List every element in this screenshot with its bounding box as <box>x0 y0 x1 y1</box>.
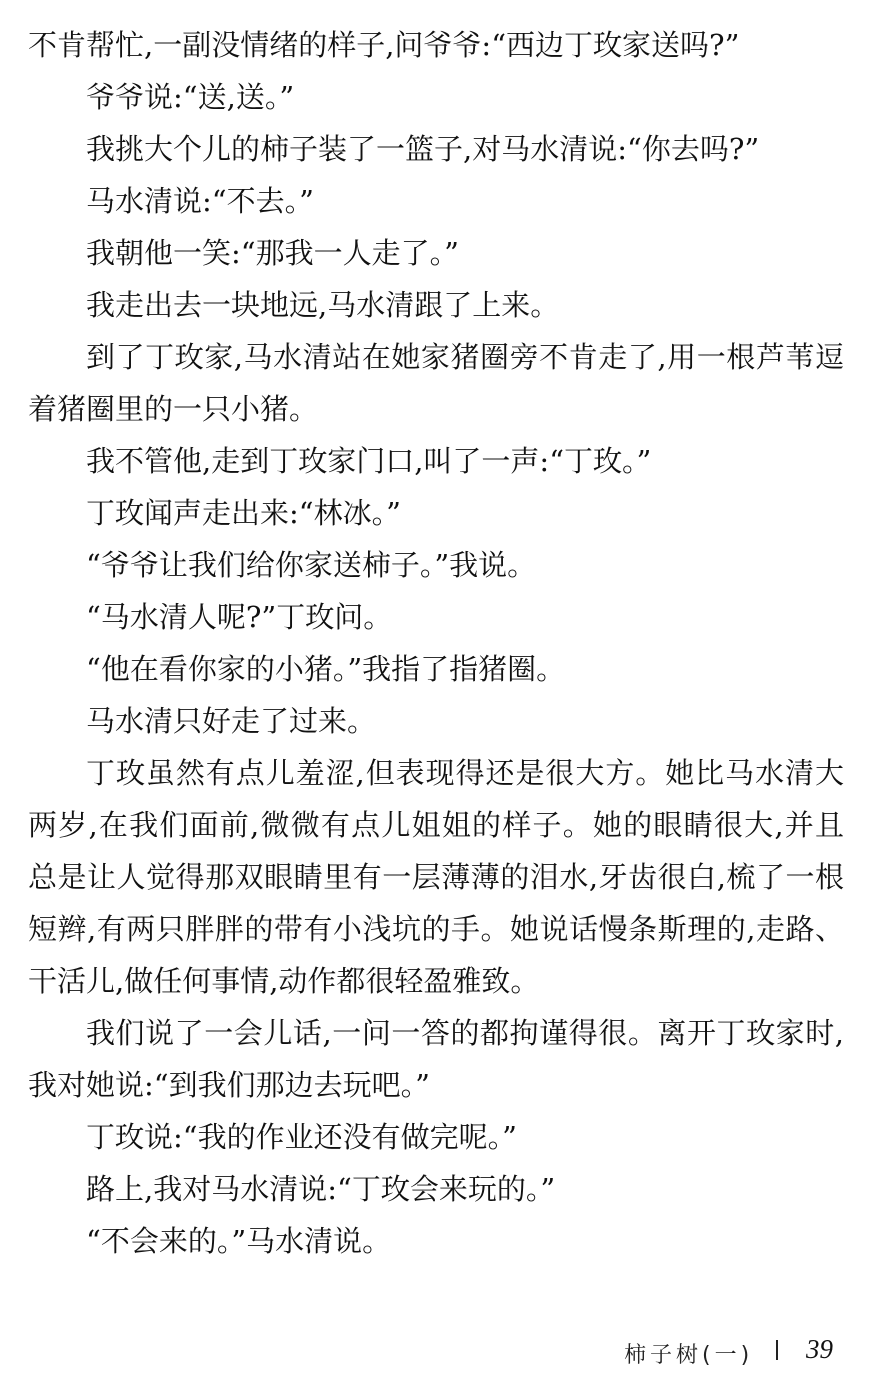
paragraph <box>28 487 844 539</box>
text-line: 总是让人觉得那双眼睛里有一层薄薄的泪水,牙齿很白,梳了一根 <box>28 860 844 894</box>
text-line: 不肯帮忙,一副没情绪的样子,问爷爷:“西边丁玫家送吗?” <box>28 28 740 62</box>
text-line: 丁玫虽然有点儿羞涩,但表现得还是很大方。她比马水清大 <box>86 756 844 790</box>
text-line: “马水清人呢?”丁玫问。 <box>86 600 393 634</box>
paragraph <box>28 435 844 487</box>
paragraph <box>28 19 844 71</box>
paragraph <box>28 123 844 175</box>
paragraph <box>28 747 844 1007</box>
body-text <box>28 19 844 1267</box>
text-line: 干活儿,做任何事情,动作都很轻盈雅致。 <box>28 964 540 998</box>
text-line: 我走出去一块地远,马水清跟了上来。 <box>86 288 560 322</box>
text-line: 着猪圈里的一只小猪。 <box>28 392 319 426</box>
paragraph <box>28 591 844 643</box>
text-line: 丁玫闻声走出来:“林冰。” <box>86 496 401 530</box>
paragraph <box>28 175 844 227</box>
page-footer <box>0 1330 872 1374</box>
page-number: 39 <box>806 1334 833 1364</box>
paragraph <box>28 331 844 435</box>
text-line: 我朝他一笑:“那我一人走了。” <box>86 236 459 270</box>
text-line: “爷爷让我们给你家送柿子。”我说。 <box>86 548 537 582</box>
paragraph <box>28 1215 844 1267</box>
text-line: 我们说了一会儿话,一问一答的都拘谨得很。离开丁玫家时, <box>86 1016 844 1050</box>
paragraph <box>28 279 844 331</box>
paragraph <box>28 1007 844 1111</box>
text-line: 短辫,有两只胖胖的带有小浅坑的手。她说话慢条斯理的,走路、 <box>28 912 844 946</box>
paragraph <box>28 1111 844 1163</box>
paragraph <box>28 227 844 279</box>
text-line: 爷爷说:“送,送。” <box>86 80 295 114</box>
text-line: 路上,我对马水清说:“丁玫会来玩的。” <box>86 1172 556 1206</box>
text-line: 马水清只好走了过来。 <box>86 704 377 738</box>
text-line: 我挑大个儿的柿子装了一篮子,对马水清说:“你去吗?” <box>86 132 760 166</box>
text-line: 到了丁玫家,马水清站在她家猪圈旁不肯走了,用一根芦苇逗 <box>86 340 844 374</box>
text-line: “他在看你家的小猪。”我指了指猪圈。 <box>86 652 566 686</box>
text-line: 马水清说:“不去。” <box>86 184 314 218</box>
footer-separator <box>776 1340 778 1360</box>
text-line: 丁玫说:“我的作业还没有做完呢。” <box>86 1120 517 1154</box>
paragraph <box>28 695 844 747</box>
paragraph <box>28 643 844 695</box>
paragraph <box>28 71 844 123</box>
text-line: “不会来的。”马水清说。 <box>86 1224 392 1258</box>
paragraph <box>28 1163 844 1215</box>
text-line: 我不管他,走到丁玫家门口,叫了一声:“丁玫。” <box>86 444 652 478</box>
running-title: 柿子树(一) <box>624 1343 754 1368</box>
paragraph <box>28 539 844 591</box>
text-line: 我对她说:“到我们那边去玩吧。” <box>28 1068 430 1102</box>
text-line: 两岁,在我们面前,微微有点儿姐姐的样子。她的眼睛很大,并且 <box>28 808 844 842</box>
